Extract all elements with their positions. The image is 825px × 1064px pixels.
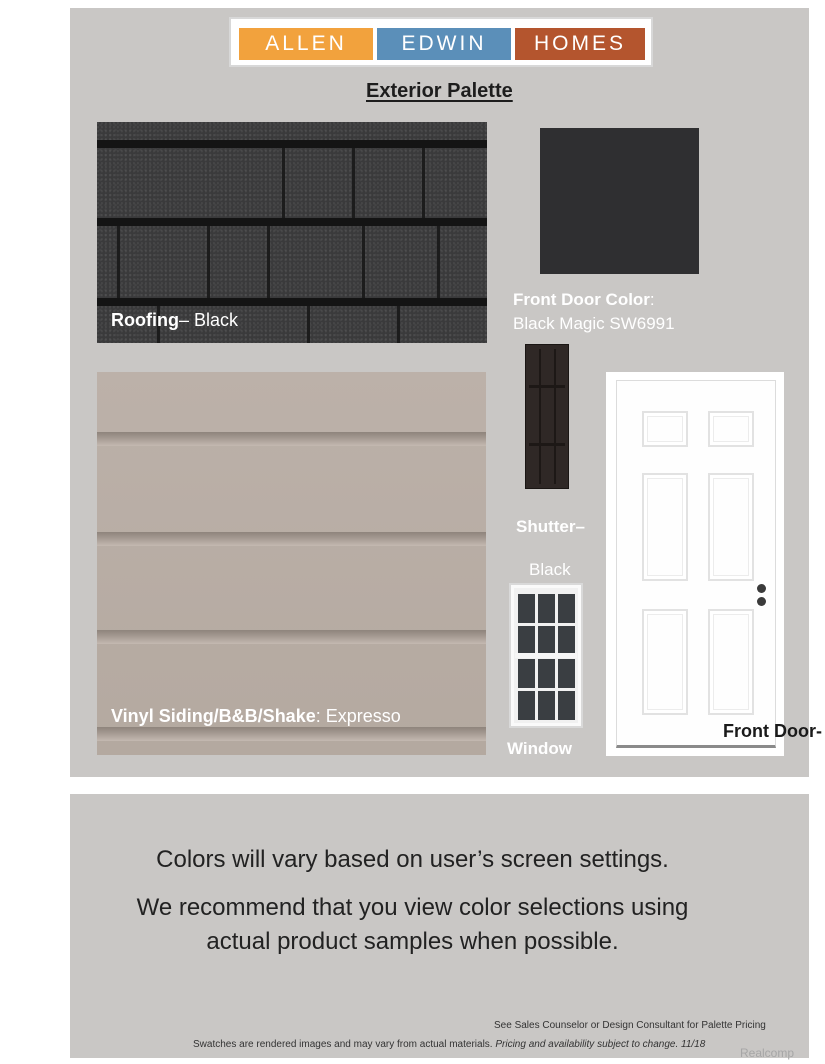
shutter-name: Shutter–: [516, 517, 585, 536]
roofing-label: [111, 310, 238, 331]
front-door-label: Front Door-: [723, 721, 822, 741]
siding-colon: :: [315, 706, 321, 726]
logo-edwin: EDWIN: [377, 28, 511, 60]
shutter-image: [525, 344, 569, 489]
shutter-value: Black: [529, 560, 571, 579]
siding-label: [111, 706, 401, 727]
vinyl-siding-swatch: [97, 372, 486, 755]
notice-line-2: We recommend that you view color selections using: [136, 894, 689, 921]
page-title: Exterior Palette: [366, 80, 513, 102]
realcomp-watermark: Realcomp: [740, 1046, 795, 1060]
door-knob-icon: [757, 584, 766, 593]
allen-edwin-homes-logo: [229, 17, 653, 67]
front-door-color-colon: :: [649, 290, 655, 309]
front-door-color-label: [513, 290, 655, 310]
front-door-color-name: Front Door Color: [513, 290, 650, 309]
window-image: [509, 583, 583, 728]
notice-line-1: Colors will vary based on user’s screen settings.: [156, 846, 669, 873]
front-door-image: [606, 372, 784, 756]
siding-name: Vinyl Siding/B&B/Shake: [111, 706, 316, 726]
notice-panel: [70, 794, 809, 1058]
roofing-value: – Black: [178, 310, 239, 330]
fine-print-disclaimer: [193, 1039, 705, 1050]
window-label: Window: [507, 739, 572, 758]
front-door-color-swatch: [540, 128, 699, 274]
logo-homes: HOMES: [515, 28, 645, 60]
fine-print-pricing: See Sales Counselor or Design Consultant for Palette Pricing: [494, 1020, 766, 1031]
fine-print-swatches: Swatches are rendered images and may vary from actual materials.: [193, 1039, 493, 1050]
front-door-color-value: Black Magic SW6991: [513, 314, 675, 333]
fine-print-availability: Pricing and availability subject to change. 11/18: [492, 1039, 706, 1050]
notice-line-3: actual product samples when possible.: [206, 928, 619, 955]
roofing-name: Roofing: [111, 310, 179, 330]
siding-value: Expresso: [320, 706, 401, 726]
deadbolt-icon: [757, 597, 766, 606]
logo-allen: ALLEN: [239, 28, 373, 60]
